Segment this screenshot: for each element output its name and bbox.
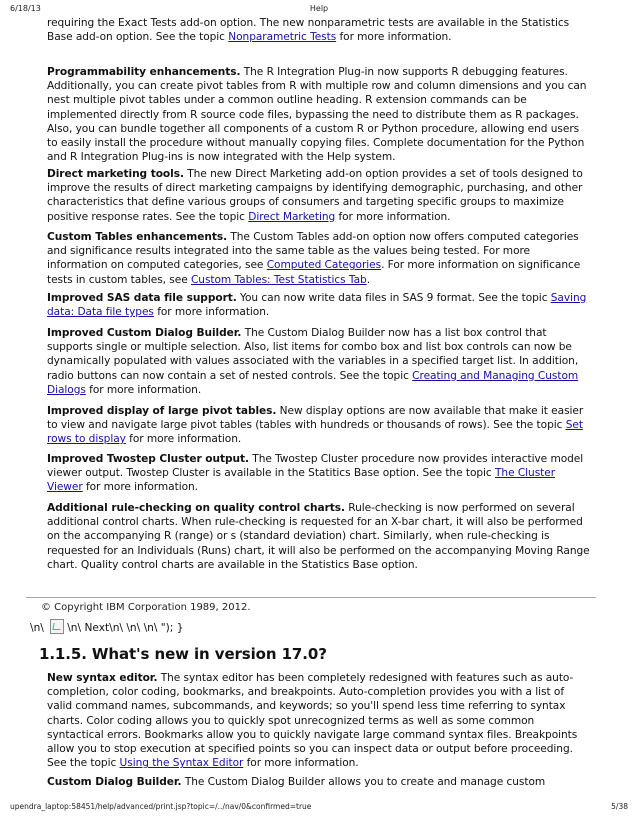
- link-cluster-viewer[interactable]: The Cluster Viewer: [47, 467, 556, 494]
- link-nonparametric-tests[interactable]: Nonparametric Tests: [228, 31, 337, 44]
- paragraph-sas: Improved SAS data file support. You can now write data files in SAS 9 format. See the topic Saving data: Data file types for more information.: [47, 292, 587, 319]
- heading-sas: Improved SAS data file support.: [47, 292, 237, 304]
- divider: [26, 597, 596, 598]
- nav-line: \n\ \n\ Next\n\ \n\ \n\ "); }: [30, 619, 183, 634]
- heading-programmability: Programmability enhancements.: [47, 66, 241, 78]
- link-test-statistics-tab[interactable]: Custom Tables: Test Statistics Tab: [190, 273, 367, 286]
- paragraph-pivot-tables: Improved display of large pivot tables. New display options are now available that make it easier to view and navigate large pivot tables (tables with hundreds or thousands of rows). See the topic Set rows to display for more information.: [47, 405, 584, 446]
- link-creating-custom-dialogs[interactable]: Creating and Managing Custom Dialogs: [47, 369, 579, 396]
- link-set-rows[interactable]: Set rows to display: [47, 419, 583, 446]
- footer-page-number: 5/38: [611, 802, 628, 811]
- paragraph-direct-marketing: Direct marketing tools. The new Direct Marketing add-on option provides a set of tools designed to improve the results of direct marketing campaigns by identifying demographic, purchasing, and other characteristics that define various groups of consumers and targeting specific groups to maximize positive response rates. See the topic Direct Marketing for more information.: [47, 168, 583, 223]
- section-title: 1.1.5. What's new in version 17.0?: [39, 645, 327, 663]
- paragraph-programmability: Programmability enhancements. The R Integration Plug-in now supports R debugging features. Additionally, you can create pivot tables from R with multiple row and column dimensions and you can nest multiple pivot tables under a common outline heading. R extension commands can be implemented directly from R source code files, bypassing the need to distribute them as R packages. Also, you can bundle together all components of a custom R or Python procedure, allowing end users to easily install the procedure without manually copying files. Complete documentation for the Python and R Integration Plug-ins is now integrated with the Help system.: [47, 66, 587, 164]
- heading-custom-tables: Custom Tables enhancements.: [47, 231, 228, 243]
- link-syntax-editor[interactable]: Using the Syntax Editor: [119, 757, 244, 770]
- link-computed-categories[interactable]: Computed Categories: [266, 259, 382, 272]
- heading-syntax-editor: New syntax editor.: [47, 672, 158, 684]
- paragraph-custom-tables: Custom Tables enhancements. The Custom Tables add-on option now offers computed categories and significance results integrated into the same table as the values being tested. For more information on computed categories, see Computed Categories. For more information on significance tests in custom tables, see Custom Tables: Test Statistics Tab.: [47, 231, 581, 286]
- heading-direct-marketing: Direct marketing tools.: [47, 168, 184, 180]
- paragraph-rule-checking: Additional rule-checking on quality control charts. Rule-checking is now performed on several additional control charts. When rule-checking is requested for an X-bar chart, it will also be performed on the accompanying R (range) or s (standard deviation) chart. Similarly, when rule-checking is requested for an Individuals (Runs) chart, it will also be performed on the accompanying Moving Range chart. Quality control charts are available in the Statistics Base option.: [47, 502, 590, 571]
- header-title: Help: [309, 4, 329, 13]
- paragraph-cdb: Custom Dialog Builder. The Custom Dialog Builder allows you to create and manage custom: [47, 776, 546, 788]
- heading-twostep: Improved Twostep Cluster output.: [47, 453, 249, 465]
- paragraph-twostep: Improved Twostep Cluster output. The Twostep Cluster procedure now provides interactive model viewer output. Twostep Cluster is available in the Statitics Base option. See the topic The Cluster Viewer for more information.: [47, 453, 584, 494]
- link-saving-data[interactable]: Saving data: Data file types: [47, 292, 587, 319]
- paragraph-continued: requiring the Exact Tests add-on option. The new nonparametric tests are available in the Statistics Base add-on option. See the topic Nonparametric Tests for more information.: [47, 17, 570, 44]
- broken-image-icon[interactable]: [50, 619, 64, 634]
- heading-cdb: Custom Dialog Builder.: [47, 776, 182, 788]
- heading-rule-checking: Additional rule-checking on quality control charts.: [47, 502, 345, 514]
- link-direct-marketing[interactable]: Direct Marketing: [248, 210, 336, 223]
- paragraph-custom-dialog-builder: Improved Custom Dialog Builder. The Custom Dialog Builder now has a list box control that supports single or multiple selection. Also, list items for combo box and list box controls can now be dynamically populated with values associated with the variables in a specified target list. In addition, radio buttons can now contain a set of nested controls. See the topic Creating and Managing Custom Dialogs for more information.: [47, 327, 579, 396]
- paragraph-syntax-editor: New syntax editor. The syntax editor has been completely redesigned with features such as auto-completion, color coding, bookmarks, and breakpoints. Auto-completion provides you with a list of valid command names, subcommands, and keywords; so you'll spend less time referring to syntax charts. Color coding allows you to quickly spot unrecognized terms as well as some common syntactical errors. Bookmarks allow you to quickly navigate large command syntax files. Breakpoints allow you to stop execution at specified points so you can inspect data or output before proceeding. See the topic Using the Syntax Editor for more information.: [47, 672, 578, 770]
- heading-pivot-tables: Improved display of large pivot tables.: [47, 405, 277, 417]
- header-date: 6/18/13: [10, 4, 41, 13]
- copyright: © Copyright IBM Corporation 1989, 2012.: [41, 602, 251, 613]
- heading-custom-dialog-builder: Improved Custom Dialog Builder.: [47, 327, 242, 339]
- footer-url: upendra_laptop:58451/help/advanced/print.jsp?topic=/../nav/0&confirmed=true: [10, 802, 312, 811]
